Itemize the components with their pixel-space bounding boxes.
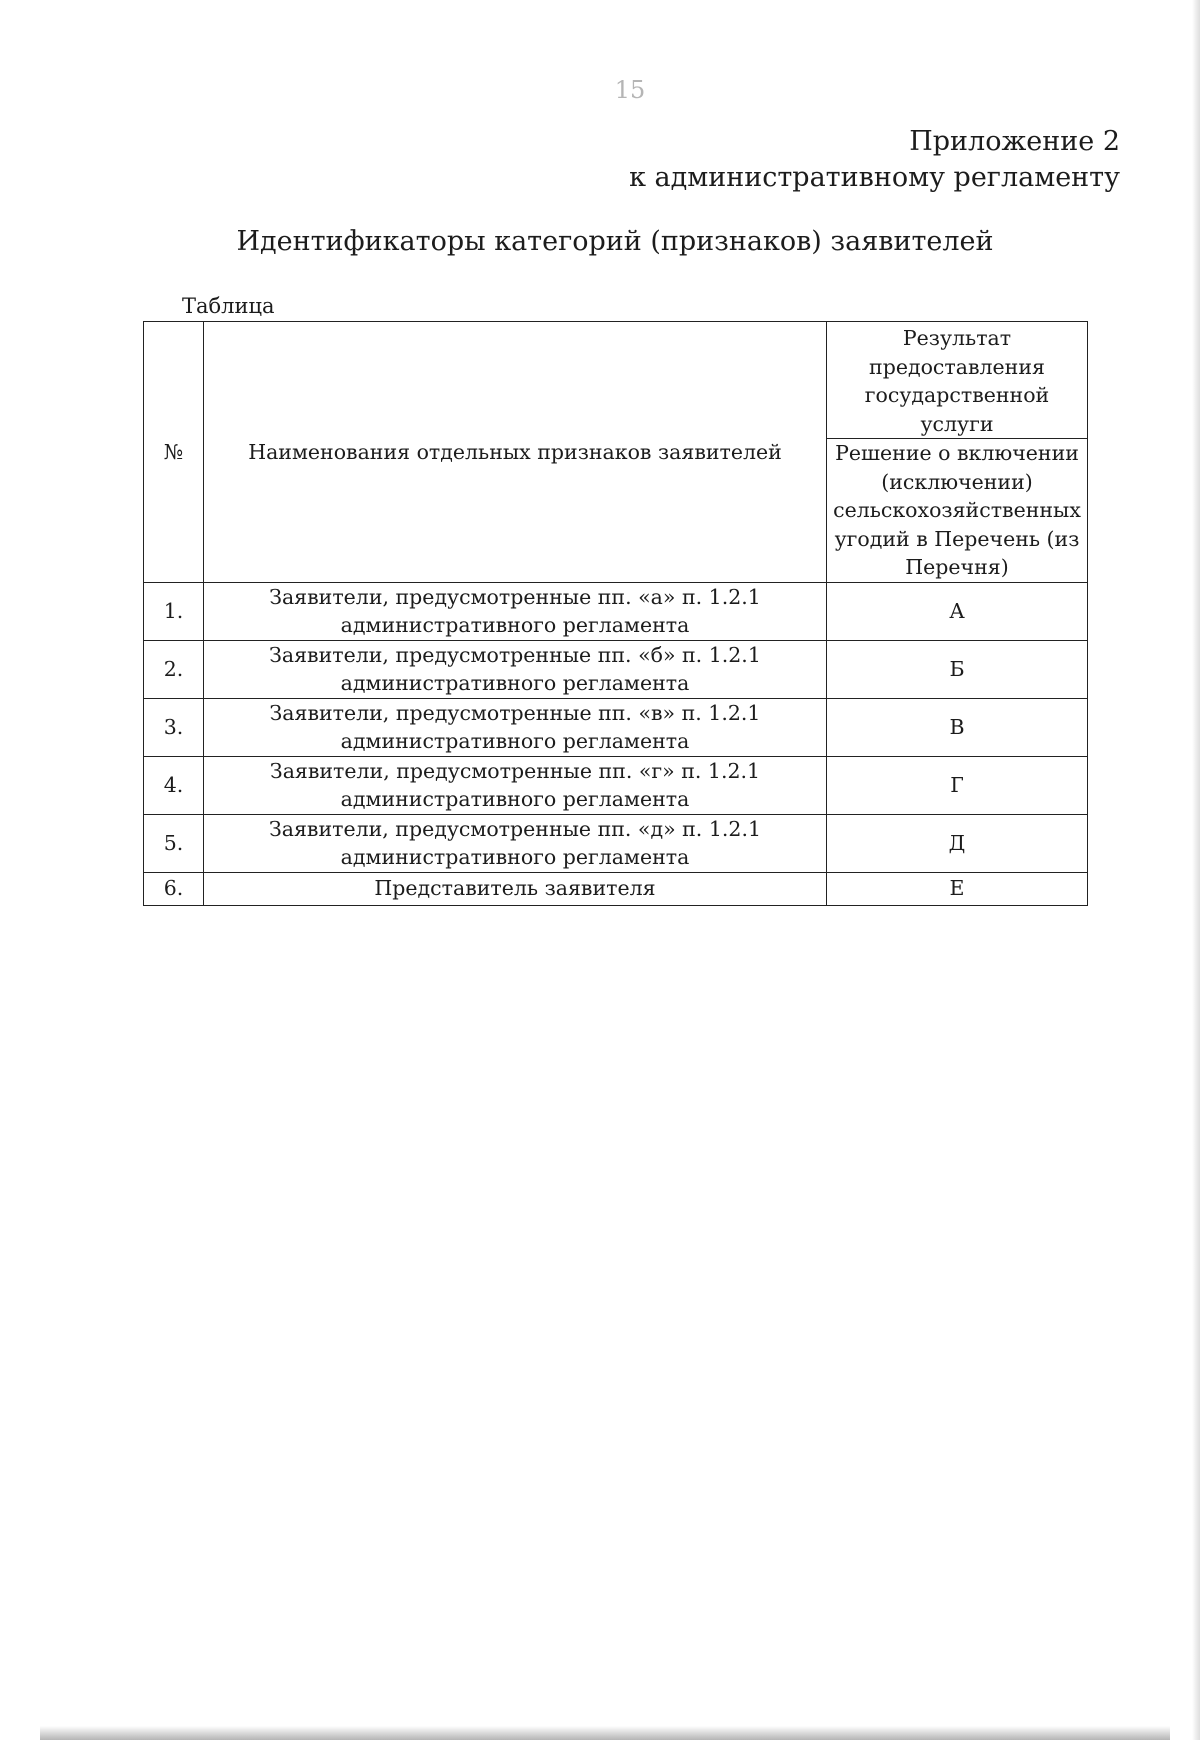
table-row: [144, 640, 1088, 698]
table-header-row: [144, 322, 1088, 439]
scan-edge-shadow: [1192, 0, 1200, 1740]
row-number: 2.: [144, 640, 204, 698]
row-number: 4.: [144, 756, 204, 814]
scan-bottom-shadow: [40, 1726, 1170, 1740]
row-number: 5.: [144, 814, 204, 872]
row-name-line-2: административного регламента: [340, 787, 690, 811]
document-title: Идентификаторы категорий (признаков) заявителей: [236, 226, 994, 257]
header-result-sub: Решение о включении (исключении) сельскохозяйственных угодий в Перечень (из Перечня): [827, 439, 1088, 583]
row-name: [204, 814, 827, 872]
row-name: [204, 582, 827, 640]
row-code: Б: [827, 640, 1088, 698]
row-number: 6.: [144, 872, 204, 905]
row-name: [204, 756, 827, 814]
row-code: В: [827, 698, 1088, 756]
table-row: [144, 582, 1088, 640]
row-name-line-2: административного регламента: [340, 729, 690, 753]
row-name: [204, 698, 827, 756]
row-name-line-1: Заявители, предусмотренные пп. «в» п. 1.2.1: [269, 700, 761, 725]
table-row: [144, 698, 1088, 756]
row-name: Представитель заявителя: [204, 872, 827, 905]
applicant-identifiers-table: [143, 321, 1088, 906]
header-number: №: [144, 322, 204, 583]
row-name: [204, 640, 827, 698]
page-number: 15: [614, 76, 646, 104]
row-code: Г: [827, 756, 1088, 814]
row-number: 1.: [144, 582, 204, 640]
header-name: Наименования отдельных признаков заявителей: [204, 322, 827, 583]
header-result: Результат предоставления государственной услуги: [827, 322, 1088, 439]
row-name-line-1: Заявители, предусмотренные пп. «г» п. 1.2.1: [269, 758, 761, 783]
appendix-header: [629, 124, 1120, 196]
table-row: [144, 814, 1088, 872]
table-row: [144, 756, 1088, 814]
row-code: Д: [827, 814, 1088, 872]
row-name-line-1: Заявители, предусмотренные пп. «д» п. 1.2.1: [268, 816, 762, 841]
row-name-line-2: административного регламента: [340, 613, 690, 637]
row-code: Е: [827, 872, 1088, 905]
row-number: 3.: [144, 698, 204, 756]
table-caption: Таблица: [182, 294, 275, 318]
row-name-line-1: Заявители, предусмотренные пп. «а» п. 1.2.1: [269, 584, 761, 609]
row-name-line-2: административного регламента: [340, 845, 690, 869]
row-code: А: [827, 582, 1088, 640]
appendix-line-2: к административному регламенту: [629, 162, 1120, 193]
row-name-line-2: административного регламента: [340, 671, 690, 695]
row-name-line-1: Заявители, предусмотренные пп. «б» п. 1.2.1: [269, 642, 761, 667]
table-row: [144, 872, 1088, 905]
appendix-line-1: Приложение 2: [909, 126, 1120, 157]
